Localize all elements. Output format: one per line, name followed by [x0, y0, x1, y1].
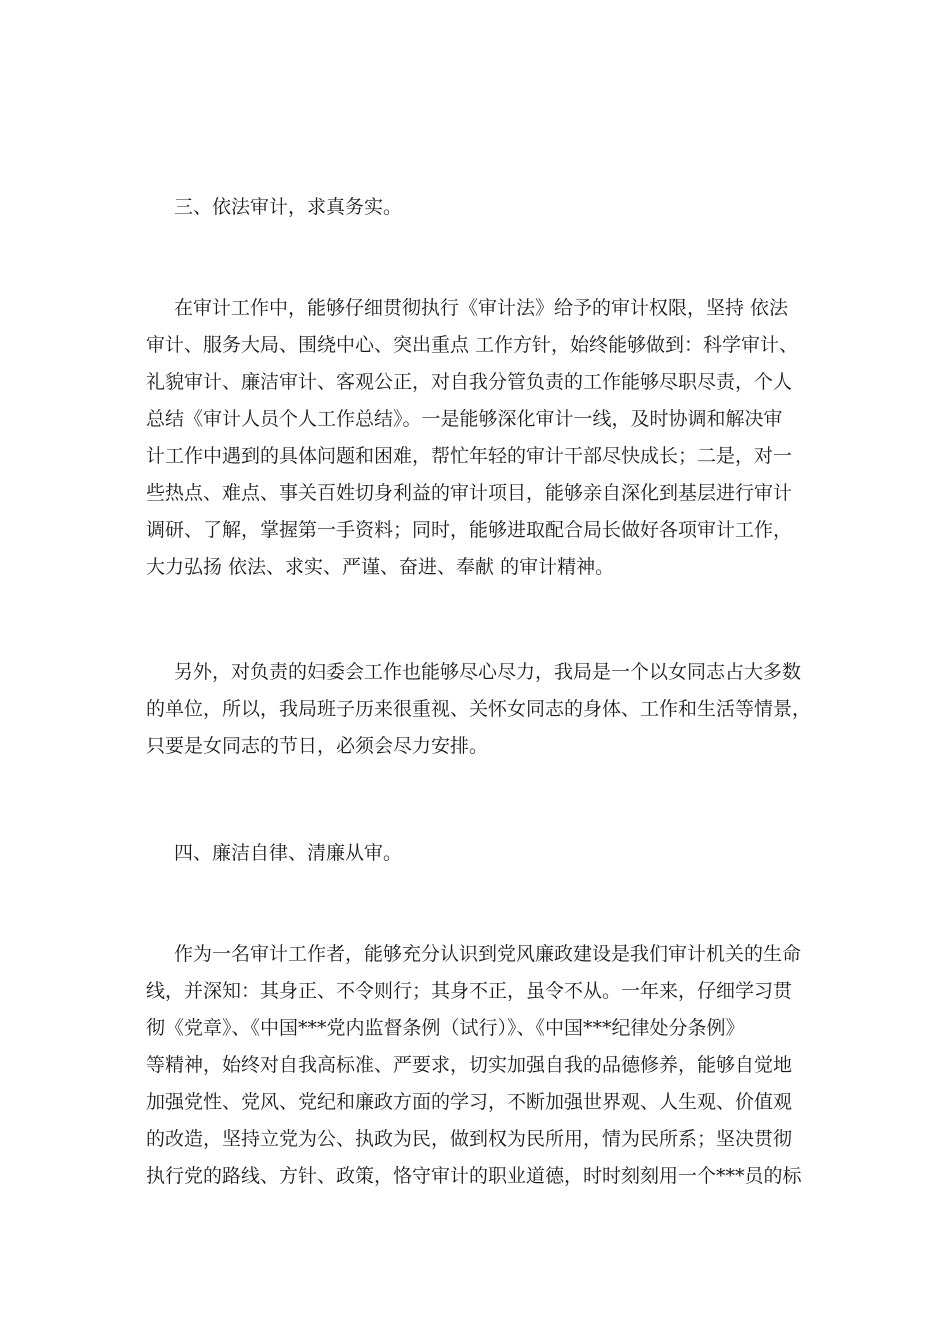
section-heading-4: 四、廉洁自律、清廉从审。 — [174, 842, 403, 864]
section4-paragraph-1 — [146, 936, 806, 1195]
paragraph-line: 总结《审计人员个人工作总结》。一是能够深化审计一线，及时协调和解决审 — [146, 408, 783, 430]
paragraph-line: 调研、了解，掌握第一手资料；同时，能够进取配合局长做好各项审计工作， — [146, 519, 793, 541]
section-heading-3: 三、依法审计，求真务实。 — [174, 196, 403, 218]
paragraph-line: 彻《党章》、《中国***党内监督条例（试行）》、《中国***纪律处分条例》 — [146, 1017, 745, 1039]
paragraph-line: 执行党的路线、方针、政策，恪守审计的职业道德，时时刻刻用一个***员的标 — [146, 1165, 802, 1187]
paragraph-line: 另外，对负责的妇委会工作也能够尽心尽力，我局是一个以女同志占大多数 — [174, 661, 802, 683]
section3-paragraph-1 — [146, 290, 806, 586]
paragraph-line: 的单位，所以，我局班子历来很重视、关怀女同志的身体、工作和生活等情景， — [146, 698, 812, 720]
paragraph-line: 礼貌审计、廉洁审计、客观公正，对自我分管负责的工作能够尽职尽责，个人 — [146, 371, 793, 393]
paragraph-line: 审计、服务大局、围绕中心、突出重点 工作方针，始终能够做到：科学审计、 — [146, 334, 799, 356]
paragraph-line: 只要是女同志的节日，必须会尽力安排。 — [146, 735, 489, 757]
paragraph-line: 计工作中遇到的具体问题和困难，帮忙年轻的审计干部尽快成长；二是，对一 — [146, 445, 793, 467]
paragraph-line: 作为一名审计工作者，能够充分认识到党风廉政建设是我们审计机关的生命 — [174, 943, 802, 965]
paragraph-line: 的改造，坚持立党为公、执政为民，做到权为民所用，情为民所系；坚决贯彻 — [146, 1128, 793, 1150]
paragraph-line: 等精神，始终对自我高标准、严要求，切实加强自我的品德修养，能够自觉地 — [146, 1054, 793, 1076]
paragraph-line: 大力弘扬 依法、求实、严谨、奋进、奉献 的审计精神。 — [146, 556, 615, 578]
paragraph-line: 加强党性、党风、党纪和廉政方面的学习，不断加强世界观、人生观、价值观 — [146, 1091, 793, 1113]
paragraph-line: 些热点、难点、事关百姓切身利益的审计项目，能够亲自深化到基层进行审计 — [146, 482, 793, 504]
section3-paragraph-2 — [146, 654, 812, 765]
paragraph-line: 在审计工作中，能够仔细贯彻执行《审计法》给予的审计权限，坚持 依法 — [174, 297, 789, 319]
paragraph-line: 线，并深知：其身正、不令则行；其身不正，虽令不从。一年来，仔细学习贯 — [146, 980, 793, 1002]
